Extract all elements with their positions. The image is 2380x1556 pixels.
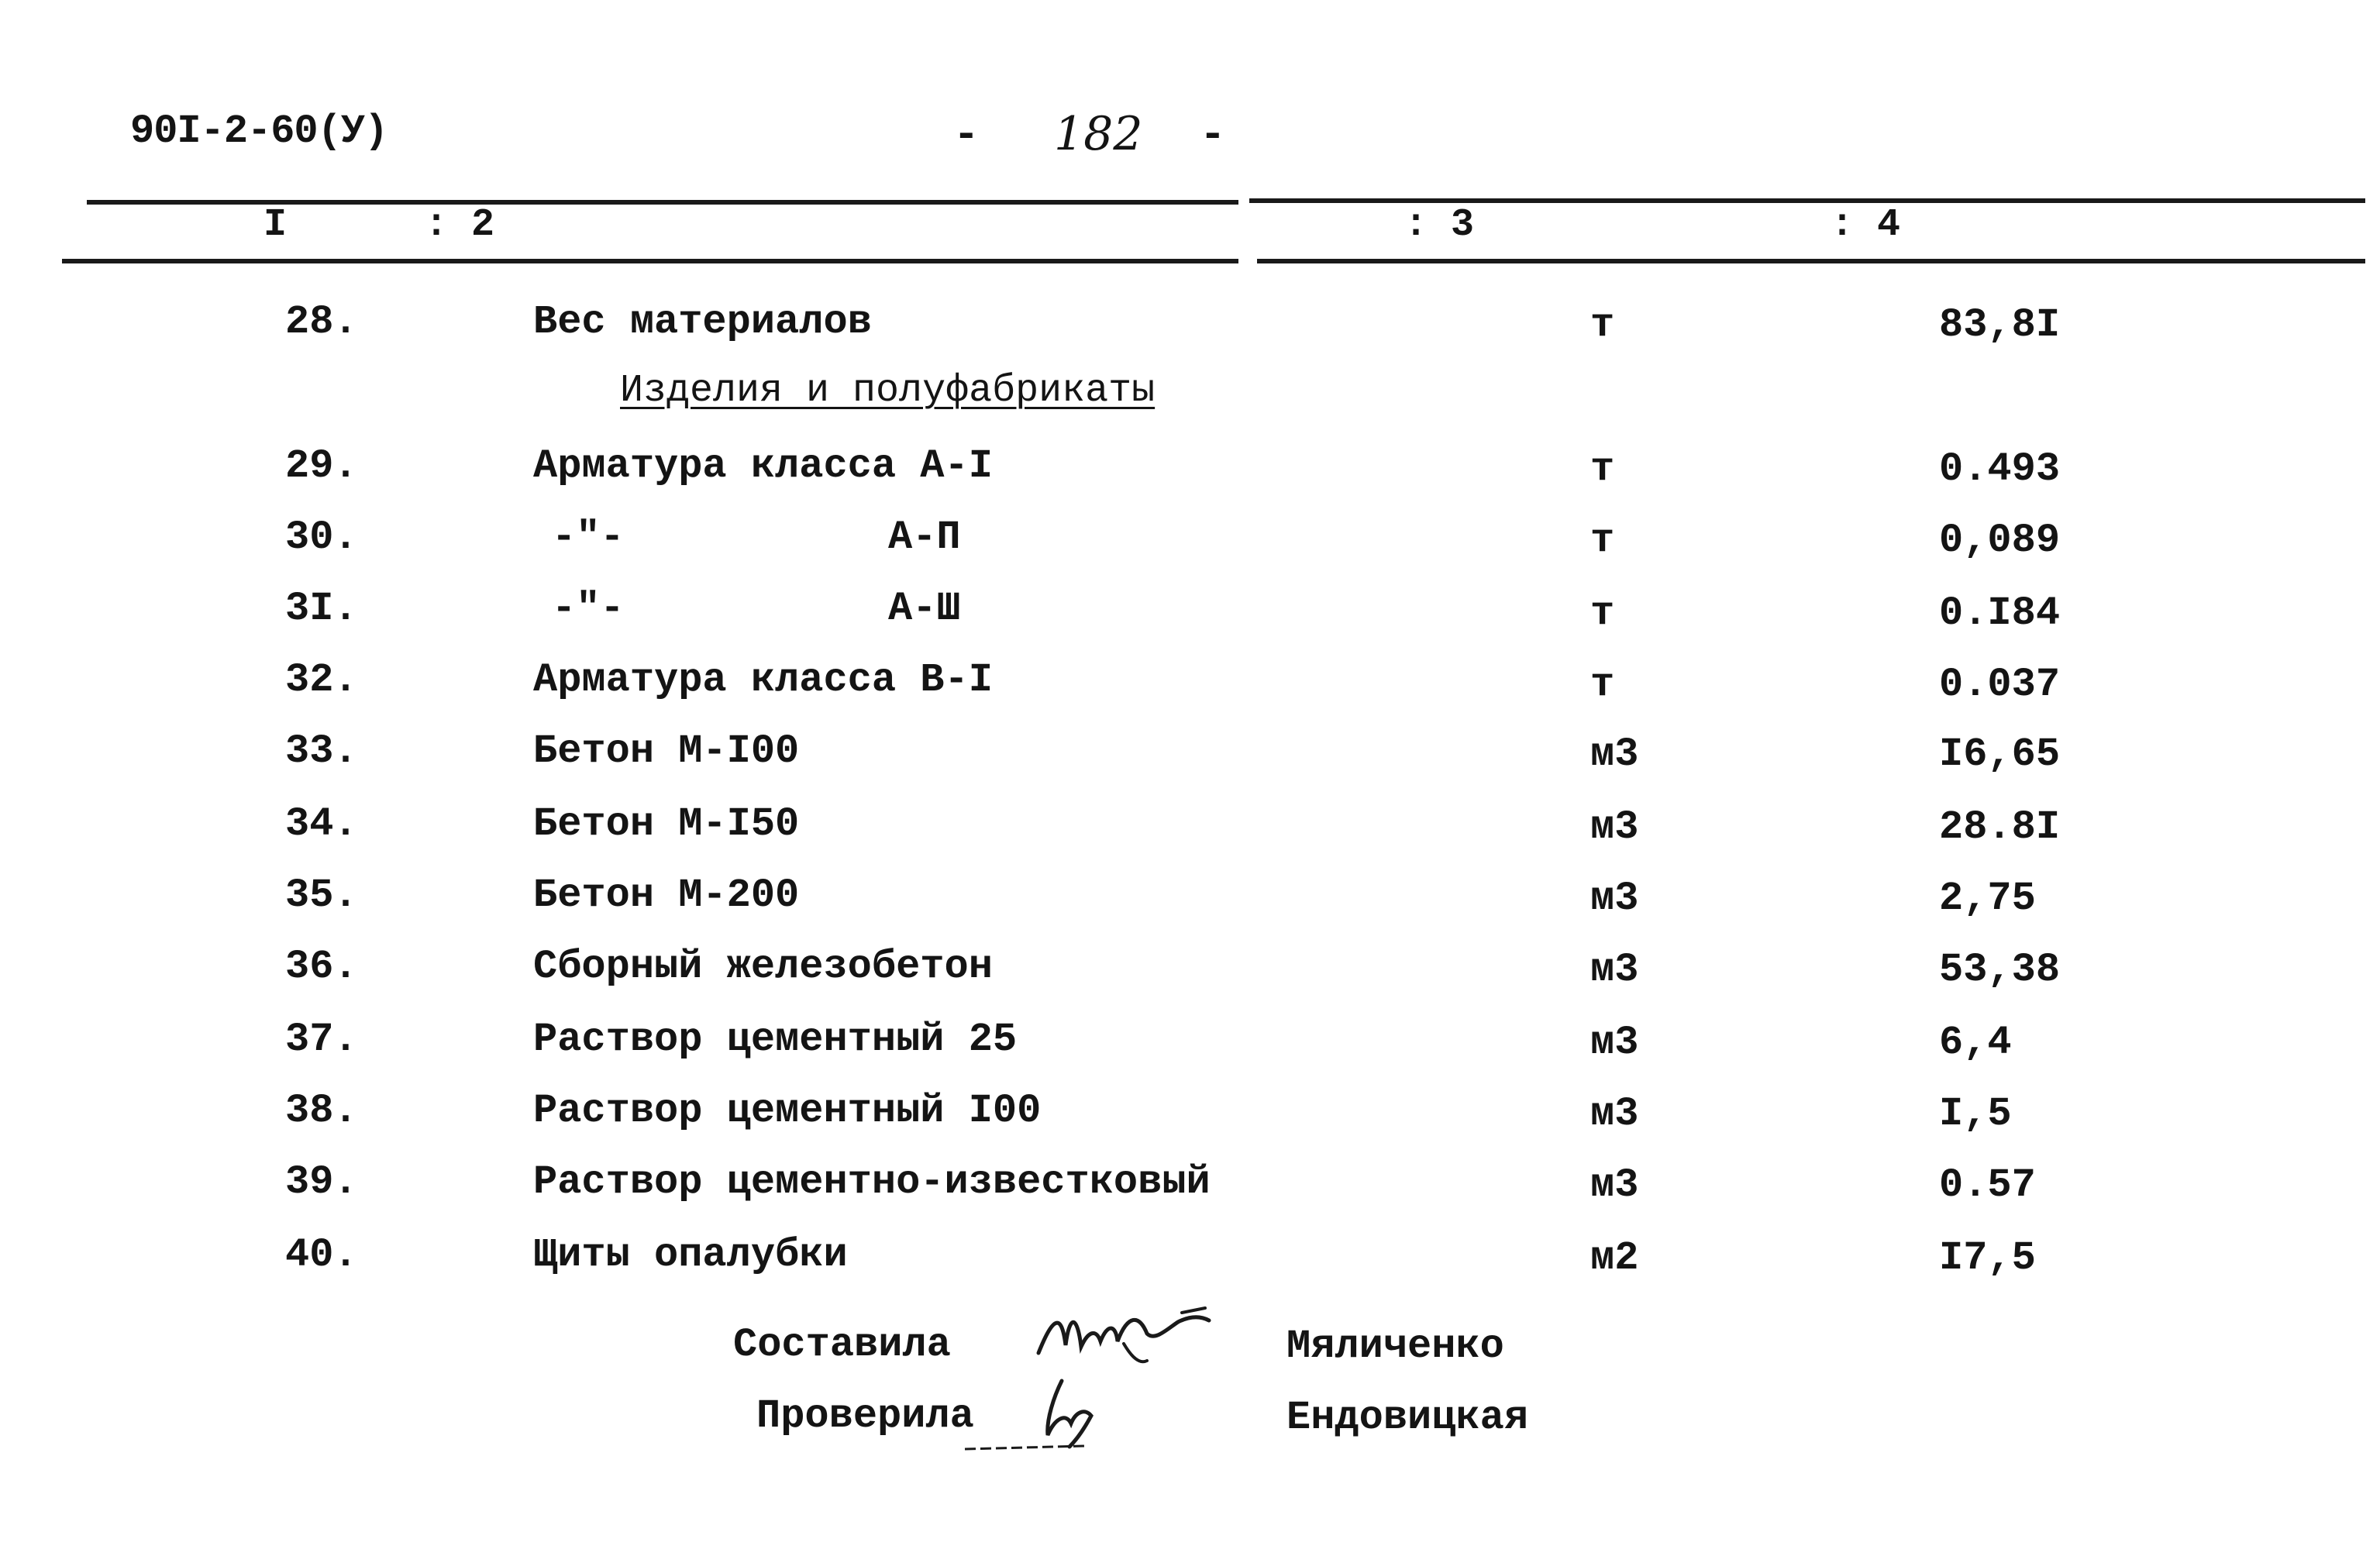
- column-header-1: I: [263, 203, 288, 247]
- row-number: 33.: [285, 728, 358, 774]
- row-quantity: I6,65: [1939, 732, 2061, 777]
- page-number: 182: [1054, 107, 1143, 161]
- row-name: -"-: [552, 515, 625, 560]
- row-quantity: 0,089: [1939, 518, 2061, 563]
- row-quantity: 0.037: [1939, 662, 2061, 707]
- section-heading: Изделия и полуфабрикаты: [620, 369, 1156, 413]
- row-quantity: I7,5: [1939, 1235, 2036, 1281]
- row-number: 30.: [285, 515, 358, 560]
- compiled-signature: [1031, 1299, 1224, 1376]
- row-name: Раствор цементно-известковый: [533, 1159, 1211, 1205]
- row-name: Вес материалов: [533, 299, 872, 345]
- row-number: 40.: [285, 1232, 358, 1278]
- row-quantity: I,5: [1939, 1091, 2012, 1137]
- row-quantity: 83,8I: [1939, 302, 2061, 348]
- row-name: -"-: [552, 586, 625, 632]
- row-number: 37.: [285, 1017, 358, 1062]
- row-quantity: 0.493: [1939, 446, 2061, 492]
- row-unit: м2: [1590, 1235, 1639, 1281]
- row-name: Раствор цементный I00: [533, 1088, 1042, 1134]
- compiled-by-label: Составила: [733, 1322, 951, 1368]
- row-unit: т: [1590, 446, 1615, 492]
- row-unit: м3: [1590, 876, 1639, 921]
- row-unit: м3: [1590, 804, 1639, 850]
- row-number: 36.: [285, 944, 358, 990]
- row-subclass: А-П: [888, 515, 961, 560]
- header-rule-bottom-right: [1257, 259, 2365, 263]
- column-header-3: : 3: [1404, 203, 1475, 247]
- header-rule-top-left: [87, 200, 1238, 205]
- row-quantity: 0.57: [1939, 1162, 2036, 1208]
- row-number: 28.: [285, 299, 358, 345]
- row-unit: т: [1590, 302, 1615, 348]
- row-name: Бетон М-I50: [533, 801, 800, 847]
- row-unit: м3: [1590, 1020, 1639, 1065]
- header-rule-bottom-left: [62, 259, 1238, 263]
- row-number: 39.: [285, 1159, 358, 1205]
- row-unit: м3: [1590, 732, 1639, 777]
- row-unit: т: [1590, 518, 1615, 563]
- row-unit: м3: [1590, 1091, 1639, 1137]
- row-name: Бетон М-200: [533, 873, 800, 918]
- row-number: 29.: [285, 443, 358, 489]
- checked-by-name: Ендовицкая: [1286, 1395, 1529, 1441]
- row-subclass: А-Ш: [888, 586, 961, 632]
- checked-by-label: Проверила: [756, 1393, 974, 1439]
- page-number-dash-right: -: [1200, 110, 1226, 160]
- row-name: Раствор цементный 25: [533, 1017, 1018, 1062]
- row-quantity: 28.8I: [1939, 804, 2061, 850]
- row-number: 38.: [285, 1088, 358, 1134]
- column-header-4: : 4: [1831, 203, 1901, 247]
- row-name: Щиты опалубки: [533, 1232, 848, 1278]
- row-name: Арматура класса В-I: [533, 657, 993, 703]
- checked-signature: [961, 1365, 1131, 1458]
- row-unit: м3: [1590, 1162, 1639, 1208]
- row-number: 32.: [285, 657, 358, 703]
- row-quantity: 2,75: [1939, 876, 2036, 921]
- page-number-dash-left: -: [953, 110, 980, 160]
- row-number: 34.: [285, 801, 358, 847]
- row-unit: т: [1590, 590, 1615, 636]
- compiled-by-name: Мяличенко: [1286, 1324, 1504, 1369]
- row-quantity: 0.I84: [1939, 590, 2061, 636]
- row-unit: т: [1590, 662, 1615, 707]
- row-name: Бетон М-I00: [533, 728, 800, 774]
- row-quantity: 6,4: [1939, 1020, 2012, 1065]
- column-header-2: : 2: [425, 203, 495, 247]
- row-name: Сборный железобетон: [533, 944, 993, 990]
- row-quantity: 53,38: [1939, 947, 2061, 993]
- document-code: 90I-2-60(У): [130, 108, 388, 154]
- row-unit: м3: [1590, 947, 1639, 993]
- row-number: 3I.: [285, 586, 358, 632]
- row-name: Арматура класса А-I: [533, 443, 993, 489]
- row-number: 35.: [285, 873, 358, 918]
